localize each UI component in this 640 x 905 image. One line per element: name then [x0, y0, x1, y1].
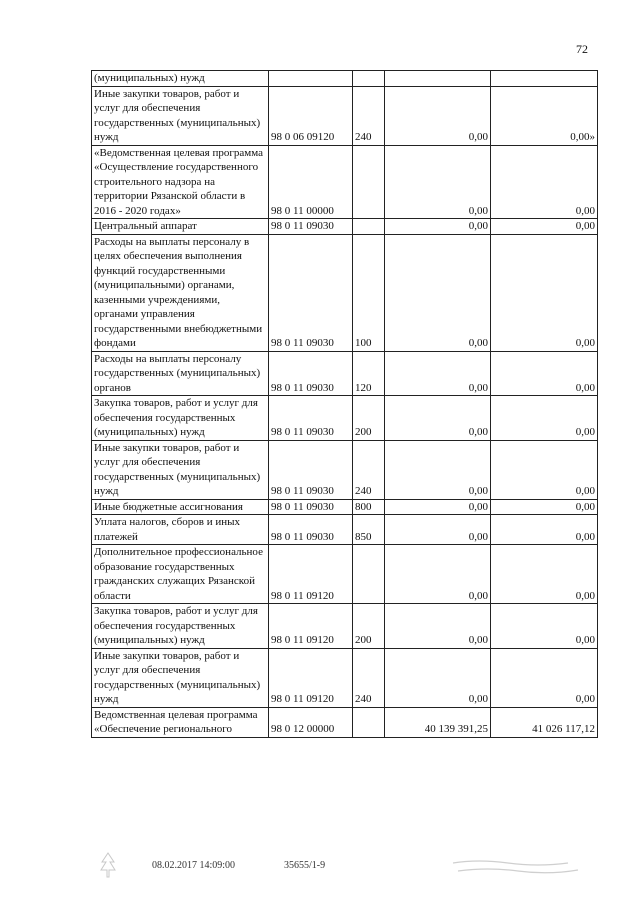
row-code-cell: 98 0 11 09030 [269, 219, 353, 235]
table-row [92, 219, 598, 235]
row-amount-2018-cell: 0,00 [491, 648, 598, 707]
row-code-cell: 98 0 11 09030 [269, 440, 353, 499]
row-amount-2018-cell: 0,00 [491, 499, 598, 515]
row-name-cell: (муниципальных) нужд [92, 71, 269, 87]
row-amount-2018-cell [491, 71, 598, 87]
row-amount-2017-cell [385, 71, 491, 87]
row-name-cell: Центральный аппарат [92, 219, 269, 235]
row-code-cell: 98 0 11 09030 [269, 351, 353, 396]
row-vr-cell: 120 [353, 351, 385, 396]
table-row [92, 515, 598, 545]
row-vr-cell [353, 71, 385, 87]
table-row [92, 499, 598, 515]
row-vr-cell: 200 [353, 396, 385, 441]
row-name-cell: Уплата налогов, сборов и иных платежей [92, 515, 269, 545]
row-code-cell: 98 0 12 00000 [269, 707, 353, 737]
row-amount-2017-cell: 0,00 [385, 604, 491, 649]
row-code-cell: 98 0 11 09120 [269, 545, 353, 604]
row-amount-2018-cell: 0,00 [491, 515, 598, 545]
row-code-cell [269, 71, 353, 87]
row-name-cell: Иные закупки товаров, работ и услуг для обеспечения государственных (муниципальных) нужд [92, 440, 269, 499]
row-amount-2017-cell: 40 139 391,25 [385, 707, 491, 737]
table-row [92, 234, 598, 351]
row-name-cell: Расходы на выплаты персоналу в целях обеспечения выполнения функций государственными (муниципальными) органами, казенными учреждениями, органами управления государственными внебюджетными фондами [92, 234, 269, 351]
row-name-cell: Закупка товаров, работ и услуг для обеспечения государственных (муниципальных) нужд [92, 396, 269, 441]
page-number: 72 [576, 42, 588, 56]
stamp-scribble-icon [448, 857, 588, 877]
row-amount-2017-cell: 0,00 [385, 396, 491, 441]
row-name-cell: Иные закупки товаров, работ и услуг для обеспечения государственных (муниципальных) нужд [92, 648, 269, 707]
table-row [92, 707, 598, 737]
footer-stamp [448, 857, 588, 877]
row-name-cell: Дополнительное профессиональное образование государственных гражданских служащих Рязанской области [92, 545, 269, 604]
row-amount-2017-cell: 0,00 [385, 145, 491, 219]
row-amount-2018-cell: 41 026 117,12 [491, 707, 598, 737]
table-row [92, 396, 598, 441]
row-amount-2017-cell: 0,00 [385, 86, 491, 145]
row-amount-2018-cell: 0,00 [491, 604, 598, 649]
row-code-cell: 98 0 11 09030 [269, 515, 353, 545]
row-amount-2017-cell: 0,00 [385, 351, 491, 396]
row-amount-2017-cell: 0,00 [385, 515, 491, 545]
row-vr-cell: 800 [353, 499, 385, 515]
footer-date: 08.02.2017 14:09:00 [152, 860, 236, 871]
row-code-cell: 98 0 11 09030 [269, 499, 353, 515]
row-name-cell: Иные бюджетные ассигнования [92, 499, 269, 515]
footer-doc-number: 35655/1-9 [284, 860, 326, 871]
row-amount-2017-cell: 0,00 [385, 499, 491, 515]
row-name-cell: Расходы на выплаты персоналу государственных (муниципальных) органов [92, 351, 269, 396]
row-vr-cell: 240 [353, 86, 385, 145]
row-amount-2017-cell: 0,00 [385, 545, 491, 604]
tree-logo-icon [98, 850, 118, 880]
table-row [92, 545, 598, 604]
row-amount-2018-cell: 0,00 [491, 234, 598, 351]
row-amount-2018-cell: 0,00 [491, 440, 598, 499]
table-row [92, 440, 598, 499]
table-row [92, 351, 598, 396]
row-amount-2018-cell: 0,00» [491, 86, 598, 145]
row-vr-cell [353, 219, 385, 235]
row-name-cell: Ведомственная целевая программа «Обеспечение регионального [92, 707, 269, 737]
row-amount-2017-cell: 0,00 [385, 648, 491, 707]
row-name-cell: Иные закупки товаров, работ и услуг для обеспечения государственных (муниципальных) нужд [92, 86, 269, 145]
table-row [92, 86, 598, 145]
row-code-cell: 98 0 06 09120 [269, 86, 353, 145]
budget-table [91, 70, 598, 738]
row-amount-2018-cell: 0,00 [491, 351, 598, 396]
row-vr-cell: 200 [353, 604, 385, 649]
table-row [92, 71, 598, 87]
row-vr-cell: 850 [353, 515, 385, 545]
row-name-cell: «Ведомственная целевая программа «Осуществление государственного строительного надзора на территории Рязанской области в 2016 - 2020 годах» [92, 145, 269, 219]
row-vr-cell [353, 145, 385, 219]
row-amount-2018-cell: 0,00 [491, 545, 598, 604]
row-amount-2018-cell: 0,00 [491, 219, 598, 235]
row-amount-2018-cell: 0,00 [491, 396, 598, 441]
table-row [92, 145, 598, 219]
row-amount-2018-cell: 0,00 [491, 145, 598, 219]
row-vr-cell [353, 545, 385, 604]
budget-table-body [92, 71, 598, 738]
row-name-cell: Закупка товаров, работ и услуг для обеспечения государственных (муниципальных) нужд [92, 604, 269, 649]
row-code-cell: 98 0 11 09120 [269, 604, 353, 649]
row-vr-cell: 240 [353, 648, 385, 707]
row-code-cell: 98 0 11 09030 [269, 396, 353, 441]
row-code-cell: 98 0 11 09120 [269, 648, 353, 707]
row-amount-2017-cell: 0,00 [385, 219, 491, 235]
table-row [92, 604, 598, 649]
table-row [92, 648, 598, 707]
row-vr-cell: 240 [353, 440, 385, 499]
row-amount-2017-cell: 0,00 [385, 440, 491, 499]
row-vr-cell [353, 707, 385, 737]
row-vr-cell: 100 [353, 234, 385, 351]
row-code-cell: 98 0 11 00000 [269, 145, 353, 219]
row-code-cell: 98 0 11 09030 [269, 234, 353, 351]
row-amount-2017-cell: 0,00 [385, 234, 491, 351]
